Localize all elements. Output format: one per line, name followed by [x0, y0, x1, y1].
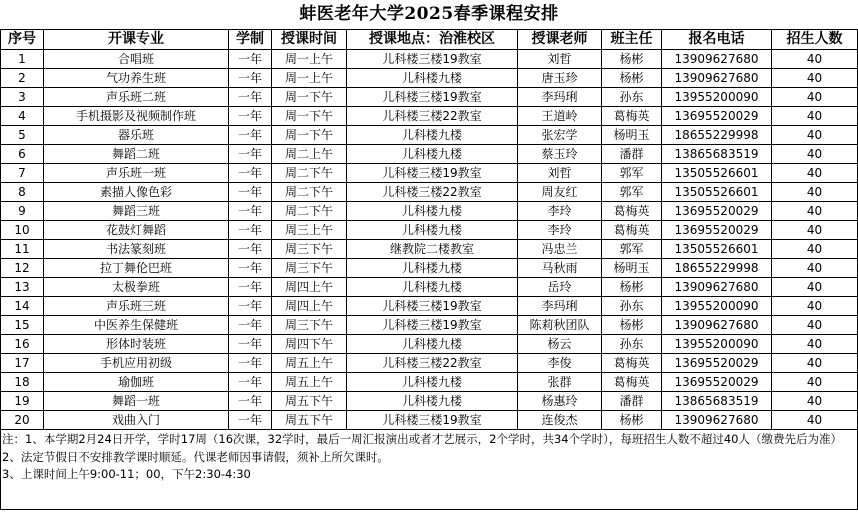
cell-teacher: 李玛琍 — [518, 88, 602, 107]
cell-index: 4 — [1, 107, 44, 126]
note-line: 注：1、本学期2月24日开学，学时17周（16次课，32学时，最后一周汇报演出或者才艺展示，2个学时，共34个学时），每班招生人数不超过40人（缴费先后为准） — [2, 432, 842, 446]
cell-head-teacher: 郭军 — [602, 164, 662, 183]
cell-duration: 一年 — [229, 392, 272, 411]
cell-course: 形体时装班 — [44, 335, 229, 354]
cell-index: 19 — [1, 392, 44, 411]
cell-duration: 一年 — [229, 145, 272, 164]
cell-time: 周一上午 — [272, 69, 347, 88]
cell-course: 花鼓灯舞蹈 — [44, 221, 229, 240]
cell-duration: 一年 — [229, 126, 272, 145]
cell-phone: 13695520029 — [662, 202, 772, 221]
cell-teacher: 杨惠玲 — [518, 392, 602, 411]
cell-time: 周二上午 — [272, 145, 347, 164]
cell-phone: 13695520029 — [662, 354, 772, 373]
cell-duration: 一年 — [229, 259, 272, 278]
cell-location: 儿科楼九楼 — [347, 278, 518, 297]
cell-course: 手机摄影及视频制作班 — [44, 107, 229, 126]
cell-course: 中医养生保健班 — [44, 316, 229, 335]
cell-location: 儿科楼九楼 — [347, 335, 518, 354]
cell-index: 16 — [1, 335, 44, 354]
cell-index: 7 — [1, 164, 44, 183]
cell-time: 周三下午 — [272, 259, 347, 278]
header-course: 开课专业 — [44, 30, 229, 50]
cell-duration: 一年 — [229, 297, 272, 316]
cell-index: 9 — [1, 202, 44, 221]
table-row — [1, 392, 858, 411]
cell-location: 儿科楼三楼22教室 — [347, 183, 518, 202]
cell-teacher: 王道岭 — [518, 107, 602, 126]
cell-duration: 一年 — [229, 240, 272, 259]
cell-enrollment: 40 — [772, 354, 858, 373]
cell-duration: 一年 — [229, 164, 272, 183]
table-row — [1, 202, 858, 221]
cell-course: 舞蹈三班 — [44, 202, 229, 221]
header-teacher: 授课老师 — [518, 30, 602, 50]
cell-course: 合唱班 — [44, 50, 229, 69]
cell-location: 儿科楼三楼19教室 — [347, 411, 518, 430]
cell-phone: 13695520029 — [662, 107, 772, 126]
cell-location: 儿科楼九楼 — [347, 221, 518, 240]
cell-course: 器乐班 — [44, 126, 229, 145]
cell-course: 舞蹈二班 — [44, 145, 229, 164]
cell-phone: 13695520029 — [662, 373, 772, 392]
cell-enrollment: 40 — [772, 145, 858, 164]
cell-teacher: 李俊 — [518, 354, 602, 373]
cell-enrollment: 40 — [772, 259, 858, 278]
cell-index: 3 — [1, 88, 44, 107]
table-row — [1, 221, 858, 240]
cell-head-teacher: 葛梅英 — [602, 354, 662, 373]
table-row — [1, 411, 858, 430]
cell-course: 舞蹈一班 — [44, 392, 229, 411]
cell-duration: 一年 — [229, 88, 272, 107]
cell-location: 儿科楼九楼 — [347, 202, 518, 221]
cell-index: 15 — [1, 316, 44, 335]
cell-enrollment: 40 — [772, 69, 858, 88]
cell-head-teacher: 孙东 — [602, 88, 662, 107]
cell-location: 儿科楼九楼 — [347, 69, 518, 88]
cell-phone: 13909627680 — [662, 411, 772, 430]
table-row — [1, 88, 858, 107]
cell-time: 周二下午 — [272, 164, 347, 183]
cell-time: 周一上午 — [272, 50, 347, 69]
cell-course: 声乐班二班 — [44, 88, 229, 107]
cell-index: 1 — [1, 50, 44, 69]
cell-index: 13 — [1, 278, 44, 297]
cell-course: 书法篆刻班 — [44, 240, 229, 259]
cell-head-teacher: 郭军 — [602, 240, 662, 259]
table-row — [1, 145, 858, 164]
cell-teacher: 张宏学 — [518, 126, 602, 145]
cell-head-teacher: 杨彬 — [602, 50, 662, 69]
cell-phone: 13865683519 — [662, 392, 772, 411]
cell-enrollment: 40 — [772, 202, 858, 221]
cell-duration: 一年 — [229, 202, 272, 221]
cell-phone: 13865683519 — [662, 145, 772, 164]
cell-phone: 13505526601 — [662, 240, 772, 259]
cell-location: 儿科楼九楼 — [347, 126, 518, 145]
cell-teacher: 周友红 — [518, 183, 602, 202]
cell-duration: 一年 — [229, 183, 272, 202]
cell-enrollment: 40 — [772, 316, 858, 335]
table-row — [1, 335, 858, 354]
cell-head-teacher: 葛梅英 — [602, 107, 662, 126]
cell-location: 儿科楼九楼 — [347, 259, 518, 278]
header-enrollment: 招生人数 — [772, 30, 858, 50]
cell-teacher: 陈莉秋团队 — [518, 316, 602, 335]
cell-index: 8 — [1, 183, 44, 202]
cell-time: 周一下午 — [272, 126, 347, 145]
cell-head-teacher: 杨彬 — [602, 316, 662, 335]
cell-index: 10 — [1, 221, 44, 240]
cell-head-teacher: 孙东 — [602, 335, 662, 354]
cell-time: 周五上午 — [272, 373, 347, 392]
cell-phone: 13909627680 — [662, 69, 772, 88]
cell-location: 儿科楼三楼22教室 — [347, 107, 518, 126]
schedule-table — [0, 29, 858, 430]
cell-enrollment: 40 — [772, 107, 858, 126]
table-row — [1, 107, 858, 126]
cell-time: 周三下午 — [272, 240, 347, 259]
cell-duration: 一年 — [229, 373, 272, 392]
cell-teacher: 杨云 — [518, 335, 602, 354]
cell-index: 11 — [1, 240, 44, 259]
cell-head-teacher: 杨明玉 — [602, 259, 662, 278]
cell-teacher: 冯忠兰 — [518, 240, 602, 259]
cell-location: 儿科楼三楼22教室 — [347, 354, 518, 373]
cell-enrollment: 40 — [772, 297, 858, 316]
table-row — [1, 69, 858, 88]
cell-phone: 13909627680 — [662, 316, 772, 335]
cell-head-teacher: 杨彬 — [602, 278, 662, 297]
cell-head-teacher: 孙东 — [602, 297, 662, 316]
cell-index: 20 — [1, 411, 44, 430]
cell-course: 素描人像色彩 — [44, 183, 229, 202]
cell-enrollment: 40 — [772, 126, 858, 145]
cell-time: 周五下午 — [272, 411, 347, 430]
cell-time: 周一下午 — [272, 88, 347, 107]
cell-course: 瑜伽班 — [44, 373, 229, 392]
cell-time: 周四上午 — [272, 297, 347, 316]
cell-index: 6 — [1, 145, 44, 164]
table-row — [1, 297, 858, 316]
cell-time: 周四上午 — [272, 278, 347, 297]
cell-teacher: 马秋雨 — [518, 259, 602, 278]
table-row — [1, 183, 858, 202]
cell-head-teacher: 葛梅英 — [602, 373, 662, 392]
cell-head-teacher: 郭军 — [602, 183, 662, 202]
cell-phone: 13955200090 — [662, 88, 772, 107]
cell-phone: 13955200090 — [662, 297, 772, 316]
table-row — [1, 278, 858, 297]
cell-time: 周三下午 — [272, 316, 347, 335]
cell-duration: 一年 — [229, 335, 272, 354]
cell-index: 12 — [1, 259, 44, 278]
cell-time: 周一下午 — [272, 107, 347, 126]
cell-course: 气功养生班 — [44, 69, 229, 88]
cell-duration: 一年 — [229, 278, 272, 297]
cell-course: 声乐班三班 — [44, 297, 229, 316]
cell-teacher: 李玛琍 — [518, 297, 602, 316]
cell-location: 儿科楼九楼 — [347, 373, 518, 392]
cell-time: 周三上午 — [272, 221, 347, 240]
cell-enrollment: 40 — [772, 240, 858, 259]
header-phone: 报名电话 — [662, 30, 772, 50]
cell-head-teacher: 葛梅英 — [602, 202, 662, 221]
cell-location: 儿科楼三楼19教室 — [347, 316, 518, 335]
cell-enrollment: 40 — [772, 278, 858, 297]
cell-phone: 13909627680 — [662, 50, 772, 69]
header-row — [1, 30, 858, 50]
header-location: 授课地点：治淮校区 — [347, 30, 518, 50]
cell-phone: 13505526601 — [662, 164, 772, 183]
cell-teacher: 唐玉珍 — [518, 69, 602, 88]
cell-duration: 一年 — [229, 221, 272, 240]
header-index: 序号 — [1, 30, 44, 50]
cell-teacher: 张群 — [518, 373, 602, 392]
cell-duration: 一年 — [229, 107, 272, 126]
table-row — [1, 50, 858, 69]
cell-index: 17 — [1, 354, 44, 373]
cell-phone: 13955200090 — [662, 335, 772, 354]
cell-head-teacher: 潘群 — [602, 392, 662, 411]
cell-teacher: 岳玲 — [518, 278, 602, 297]
table-row — [1, 126, 858, 145]
note-line: 3、上课时间上午9:00-11；00，下午2:30-4:30 — [2, 467, 251, 481]
table-row — [1, 373, 858, 392]
table-row — [1, 240, 858, 259]
header-time: 授课时间 — [272, 30, 347, 50]
cell-location: 儿科楼三楼19教室 — [347, 50, 518, 69]
cell-phone: 13695520029 — [662, 221, 772, 240]
cell-time: 周四下午 — [272, 335, 347, 354]
cell-enrollment: 40 — [772, 50, 858, 69]
cell-index: 18 — [1, 373, 44, 392]
cell-index: 2 — [1, 69, 44, 88]
cell-location: 儿科楼三楼19教室 — [347, 164, 518, 183]
cell-enrollment: 40 — [772, 335, 858, 354]
cell-enrollment: 40 — [772, 221, 858, 240]
cell-time: 周二下午 — [272, 183, 347, 202]
cell-teacher: 李玲 — [518, 221, 602, 240]
cell-enrollment: 40 — [772, 392, 858, 411]
cell-location: 继教院二楼教室 — [347, 240, 518, 259]
cell-duration: 一年 — [229, 50, 272, 69]
cell-course: 太极拳班 — [44, 278, 229, 297]
cell-phone: 13909627680 — [662, 278, 772, 297]
cell-location: 儿科楼三楼19教室 — [347, 88, 518, 107]
note-line: 2、法定节假日不安排教学课时顺延。代课老师因事请假，须补上所欠课时。 — [2, 449, 389, 464]
cell-duration: 一年 — [229, 411, 272, 430]
cell-duration: 一年 — [229, 354, 272, 373]
cell-enrollment: 40 — [772, 411, 858, 430]
cell-location: 儿科楼九楼 — [347, 392, 518, 411]
cell-duration: 一年 — [229, 69, 272, 88]
cell-head-teacher: 杨明玉 — [602, 126, 662, 145]
cell-time: 周五上午 — [272, 354, 347, 373]
cell-location: 儿科楼三楼19教室 — [347, 297, 518, 316]
cell-enrollment: 40 — [772, 373, 858, 392]
table-row — [1, 354, 858, 373]
table-row — [1, 316, 858, 335]
cell-index: 14 — [1, 297, 44, 316]
cell-time: 周二下午 — [272, 202, 347, 221]
schedule-title: 蚌医老年大学2025春季课程安排 — [299, 4, 559, 24]
cell-teacher: 连俊杰 — [518, 411, 602, 430]
cell-course: 声乐班一班 — [44, 164, 229, 183]
cell-head-teacher: 葛梅英 — [602, 221, 662, 240]
cell-teacher: 蔡玉玲 — [518, 145, 602, 164]
cell-location: 儿科楼九楼 — [347, 145, 518, 164]
header-duration: 学制 — [229, 30, 272, 50]
cell-course: 戏曲入门 — [44, 411, 229, 430]
cell-course: 拉丁舞伦巴班 — [44, 259, 229, 278]
schedule-body — [1, 50, 858, 430]
cell-phone: 13505526601 — [662, 183, 772, 202]
cell-teacher: 刘哲 — [518, 50, 602, 69]
cell-course: 手机应用初级 — [44, 354, 229, 373]
cell-enrollment: 40 — [772, 183, 858, 202]
cell-duration: 一年 — [229, 316, 272, 335]
table-row — [1, 164, 858, 183]
cell-head-teacher: 杨彬 — [602, 411, 662, 430]
cell-enrollment: 40 — [772, 164, 858, 183]
cell-teacher: 刘哲 — [518, 164, 602, 183]
notes-block — [0, 430, 858, 510]
cell-teacher: 李玲 — [518, 202, 602, 221]
table-row — [1, 259, 858, 278]
cell-head-teacher: 潘群 — [602, 145, 662, 164]
cell-head-teacher: 杨彬 — [602, 69, 662, 88]
cell-phone: 18655229998 — [662, 259, 772, 278]
cell-time: 周五下午 — [272, 392, 347, 411]
cell-index: 5 — [1, 126, 44, 145]
cell-enrollment: 40 — [772, 88, 858, 107]
cell-phone: 18655229998 — [662, 126, 772, 145]
header-head-teacher: 班主任 — [602, 30, 662, 50]
